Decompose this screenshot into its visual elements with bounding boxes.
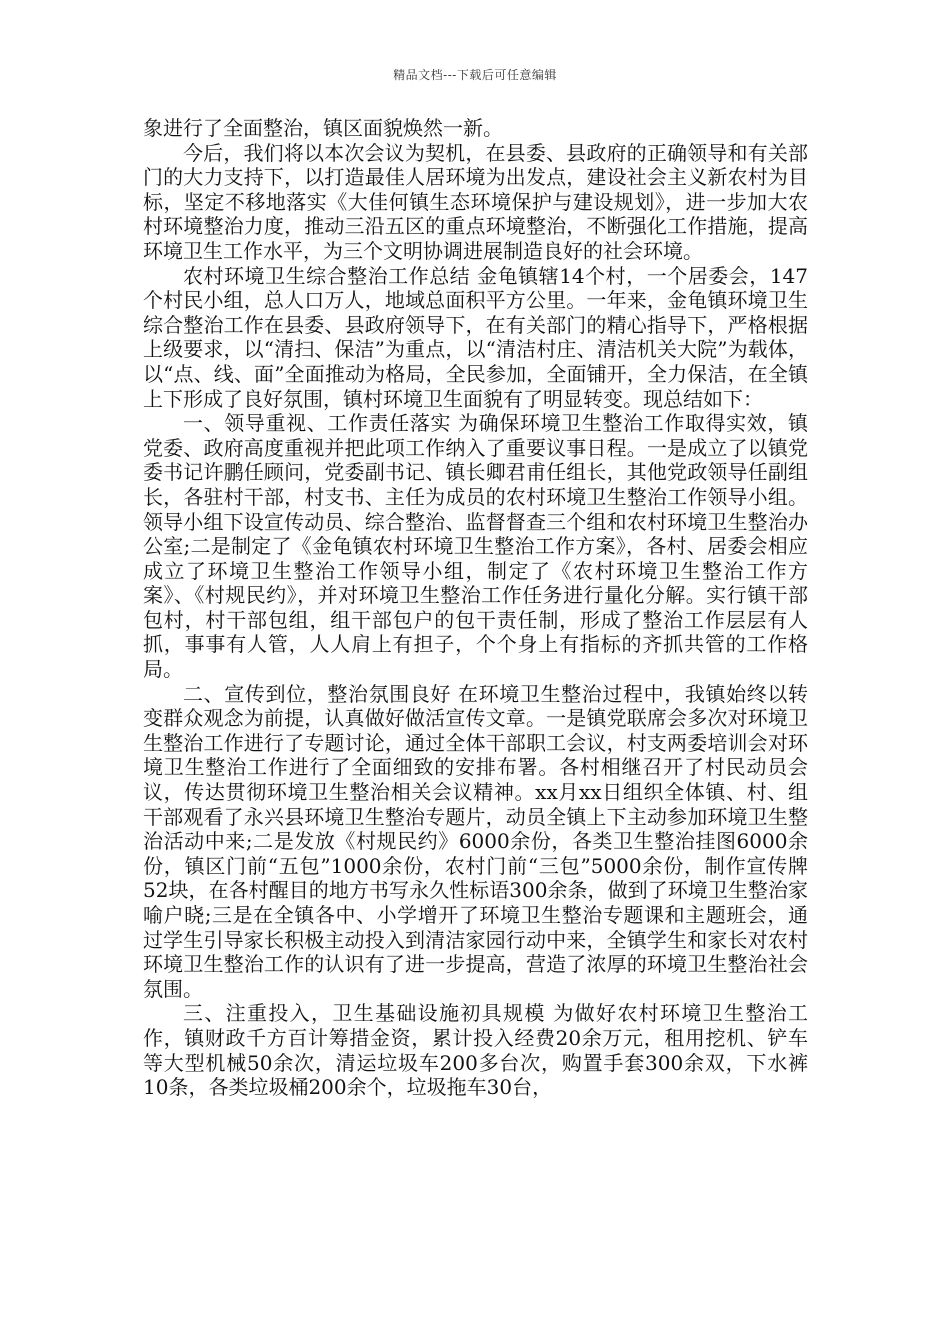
page-header: 精品文档---下载后可任意编辑 <box>393 68 557 82</box>
paragraph-section-two: 二、宣传到位，整治氛围良好 在环境卫生整治过程中，我镇始终以转变群众观念为前提，认真做好做活宣传文章。一是镇党联席会多次对环境卫生整治工作进行了专题讨论，通过全体干部职工会议，村支两委培训会对环境卫生整治工作进行了全面细致的安排布署。各村相继召开了村民动员会议，传达贯彻环境卫生整治相关会议精神。xx月xx日组织全体镇、村、组干部观看了永兴县环境卫生整治专题片，动员全镇上下主动参加环境卫生整治活动中来;二是发放《村规民约》6000余份，各类卫生整治挂图6000余份，镇区门前“五包”1000余份，农村门前“三包”5000余份，制作宣传牌52块，在各村醒目的地方书写永久性标语300余条，做到了环境卫生整治家喻户晓;三是在全镇各中、小学增开了环境卫生整治专题课和主题班会，通过学生引导家长积极主动投入到清洁家园行动中来，全镇学生和家长对农村环境卫生整治工作的认识有了进一步提高，营造了浓厚的环境卫生整治社会氛围。 <box>143 681 808 1001</box>
paragraph-future-plan: 今后，我们将以本次会议为契机，在县委、县政府的正确领导和有关部门的大力支持下，以打造最佳人居环境为出发点，建设社会主义新农村为目标，坚定不移地落实《大佳何镇生态环境保护与建设规划》，进一步加大农村环境整治力度，推动三沿五区的重点环境整治，不断强化工作措施，提高环境卫生工作水平，为三个文明协调进展制造良好的社会环境。 <box>143 140 808 263</box>
paragraph-summary-intro: 农村环境卫生综合整治工作总结 金龟镇辖14个村，一个居委会，147个村民小组，总人口万人，地域总面积平方公里。一年来，金龟镇环境卫生综合整治工作在县委、县政府领导下，在有关部门的精心指导下，严格根据上级要求，以“清扫、保洁”为重点，以“清洁村庄、清洁机关大院”为载体，以“点、线、面”全面推动为格局，全民参加，全面铺开，全力保洁，在全镇上下形成了良好氛围，镇村环境卫生面貌有了明显转变。现总结如下： <box>143 263 808 411</box>
paragraph-section-three: 三、注重投入，卫生基础设施初具规模 为做好农村环境卫生整治工作，镇财政千方百计筹措金资，累计投入经费20余万元，租用挖机、铲车等大型机械50余次，清运垃圾车200多台次，购置手套300余双，下水裤10条，各类垃圾桶200余个，垃圾拖车30台， <box>143 1001 808 1100</box>
paragraph-section-one: 一、领导重视、工作责任落实 为确保环境卫生整治工作取得实效，镇党委、政府高度重视并把此项工作纳入了重要议事日程。一是成立了以镇党委书记许鹏任顾问，党委副书记、镇长卿君甫任组长，其他党政领导任副组长，各驻村干部，村支书、主任为成员的农村环境卫生整治工作领导小组。领导小组下设宣传动员、综合整治、监督督查三个组和农村环境卫生整治办公室;二是制定了《金龟镇农村环境卫生整治工作方案》，各村、居委会相应成立了环境卫生整治工作领导小组，制定了《农村环境卫生整治工作方案》、《村规民约》，并对环境卫生整治工作任务进行量化分解。实行镇干部包村，村干部包组，组干部包户的包干责任制，形成了整治工作层层有人抓，事事有人管，人人肩上有担子，个个身上有指标的齐抓共管的工作格局。 <box>143 411 808 682</box>
document-body <box>143 116 808 1100</box>
paragraph-continuation: 象进行了全面整治，镇区面貌焕然一新。 <box>143 116 503 140</box>
